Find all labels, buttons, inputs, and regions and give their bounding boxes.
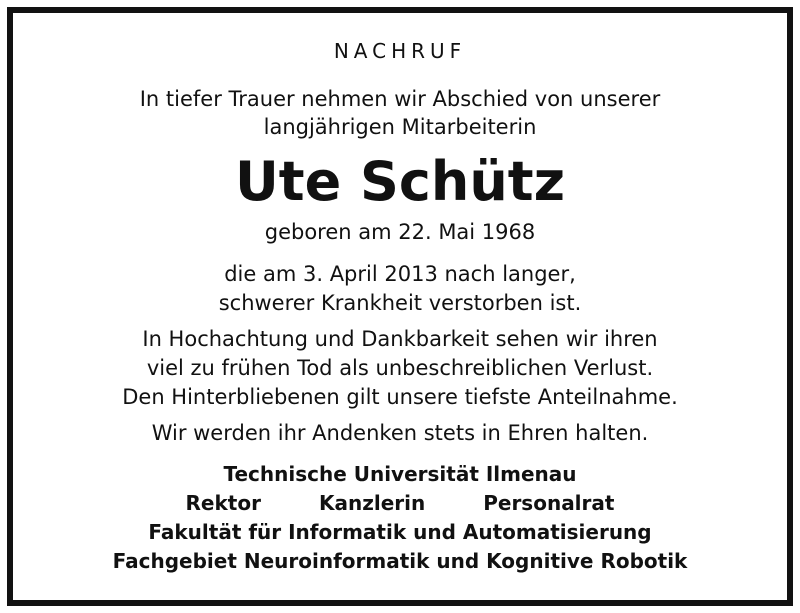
tribute-line-1: In Hochachtung und Dankbarkeit sehen wir ihren [142,327,658,351]
death-line-2: schwerer Krankheit verstorben ist. [218,291,582,315]
department-name: Fachgebiet Neuroinformatik und Kognitive Robotik [112,549,688,573]
deceased-name: Ute Schütz [234,150,566,213]
notice-heading: NACHRUF [333,39,467,63]
intro-line-1: In tiefer Trauer nehmen wir Abschied von unserer [139,87,661,111]
birth-date: geboren am 22. Mai 1968 [264,220,536,244]
role-rektor: Rektor [185,491,261,515]
signatory-roles [0,493,800,513]
tribute-line-3: Den Hinterbliebenen gilt unsere tiefste Anteilnahme. [122,385,678,409]
faculty-name: Fakultät für Informatik und Automatisierung [148,520,652,544]
role-personalrat: Personalrat [483,491,615,515]
institution-name: Technische Universität Ilmenau [223,462,577,486]
intro-line-2: langjährigen Mitarbeiterin [263,115,537,139]
tribute-line-2: viel zu frühen Tod als unbeschreiblichen Verlust. [146,356,654,380]
role-kanzlerin: Kanzlerin [318,491,426,515]
closing-line: Wir werden ihr Andenken stets in Ehren halten. [151,421,649,445]
death-line-1: die am 3. April 2013 nach langer, [224,262,576,286]
